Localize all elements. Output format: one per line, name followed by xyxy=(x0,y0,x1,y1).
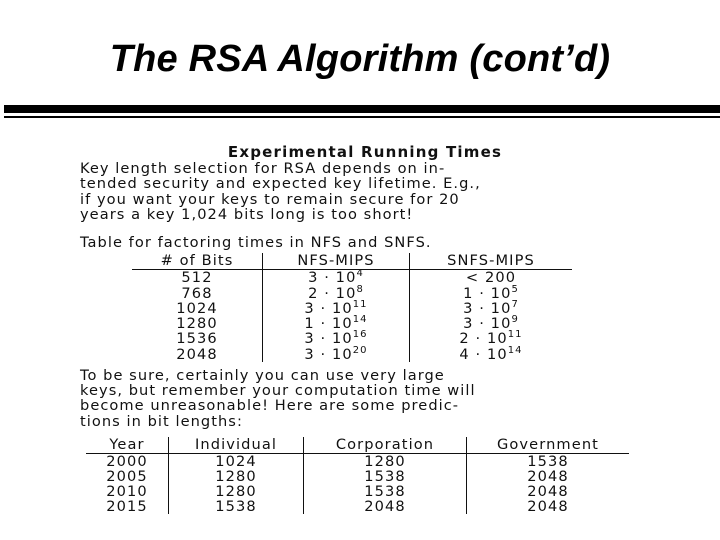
paragraph-predictions xyxy=(80,368,650,429)
column-header-nfs-mips: NFS-MIPS xyxy=(263,253,410,270)
slide-title: The RSA Algorithm (cont’d) xyxy=(109,38,611,80)
table-header-row xyxy=(132,253,572,270)
nfs-mantissa: 1 · 10 xyxy=(304,315,353,333)
snfs-mantissa: 4 · 10 xyxy=(459,345,508,363)
key-length-prediction-table xyxy=(86,437,629,514)
nfs-exponent: 20 xyxy=(352,344,368,356)
paragraph-table-intro xyxy=(80,235,650,250)
snfs-mantissa: 1 · 10 xyxy=(463,284,512,302)
cell-individual: 1538 xyxy=(169,499,304,514)
column-header-year: Year xyxy=(86,437,169,454)
paragraph-key-length xyxy=(80,161,650,222)
snfs-exponent: 5 xyxy=(511,283,519,295)
cell-nfs-mips xyxy=(263,344,410,363)
snfs-exponent: 7 xyxy=(511,299,519,311)
cell-corporation: 2048 xyxy=(304,499,467,514)
cell-snfs-mips xyxy=(410,301,573,316)
nfs-exponent: 11 xyxy=(352,299,368,311)
paragraph-line: Table for factoring times in NFS and SNFS. xyxy=(80,234,432,252)
paragraph-line: tions in bit lengths: xyxy=(80,412,243,430)
cell-nfs-mips xyxy=(263,270,410,286)
document-heading: Experimental Running Times xyxy=(227,143,503,161)
snfs-mantissa: 3 · 10 xyxy=(463,299,512,317)
cell-bits: 1280 xyxy=(132,316,263,331)
title-divider-thin xyxy=(4,116,720,118)
snfs-mantissa: 3 · 10 xyxy=(463,315,512,333)
cell-corporation: 1538 xyxy=(304,484,467,499)
cell-bits: 2048 xyxy=(132,347,263,362)
column-header-corporation: Corporation xyxy=(304,437,467,454)
factoring-times-table xyxy=(132,253,572,361)
cell-year: 2015 xyxy=(86,499,169,514)
cell-individual: 1280 xyxy=(169,469,304,484)
table-row xyxy=(86,453,629,469)
cell-year: 2010 xyxy=(86,484,169,499)
cell-corporation: 1538 xyxy=(304,469,467,484)
nfs-mantissa: 2 · 10 xyxy=(308,284,357,302)
nfs-mantissa: 3 · 10 xyxy=(304,299,353,317)
column-header-bits: # of Bits xyxy=(132,253,263,270)
cell-bits: 512 xyxy=(132,270,263,286)
cell-government: 2048 xyxy=(527,482,569,500)
cell-government: 2048 xyxy=(527,467,569,485)
cell-bits: 1024 xyxy=(132,301,263,316)
cell-year: 2005 xyxy=(86,469,169,484)
cell-individual: 1280 xyxy=(169,484,304,499)
cell-nfs-mips xyxy=(263,301,410,316)
table-header-row xyxy=(86,437,629,454)
cell-government: 2048 xyxy=(527,497,569,515)
cell-government: 1538 xyxy=(527,452,569,470)
nfs-exponent: 8 xyxy=(356,283,364,295)
cell-bits: 768 xyxy=(132,286,263,301)
paragraph-line: tended security and expected key lifetime. E.g., xyxy=(80,175,481,193)
paragraph-line: become unreasonable! Here are some predic- xyxy=(80,397,460,415)
cell-nfs-mips xyxy=(263,331,410,346)
cell-nfs-mips xyxy=(263,283,410,302)
nfs-mantissa: 3 · 10 xyxy=(304,345,353,363)
table-row xyxy=(132,270,572,286)
paragraph-line: Key length selection for RSA depends on in- xyxy=(80,160,446,177)
cell-year: 2000 xyxy=(86,453,169,469)
table-row xyxy=(132,347,572,362)
snfs-mantissa: < 200 xyxy=(465,269,517,287)
table-row xyxy=(86,469,629,484)
cell-corporation: 1280 xyxy=(304,453,467,469)
paragraph-line: keys, but remember your computation time will xyxy=(80,382,476,399)
snfs-exponent: 11 xyxy=(507,329,523,341)
paragraph-line: To be sure, certainly you can use very large xyxy=(80,366,445,384)
title-divider-thick xyxy=(4,105,720,113)
nfs-exponent: 14 xyxy=(352,314,368,326)
paragraph-line: years a key 1,024 bits long is too short! xyxy=(80,205,414,223)
cell-snfs-mips xyxy=(410,283,573,302)
table-row xyxy=(86,499,629,514)
table-row xyxy=(86,484,629,499)
cell-bits: 1536 xyxy=(132,331,263,346)
nfs-exponent: 4 xyxy=(356,268,364,280)
snfs-exponent: 9 xyxy=(511,314,519,326)
cell-snfs-mips xyxy=(410,344,573,363)
nfs-mantissa: 3 · 10 xyxy=(304,330,353,348)
column-header-government: Government xyxy=(467,437,630,454)
snfs-mantissa: 2 · 10 xyxy=(459,330,508,348)
cell-snfs-mips xyxy=(410,270,573,286)
column-header-individual: Individual xyxy=(169,437,304,454)
scanned-document xyxy=(80,143,650,514)
nfs-mantissa: 3 · 10 xyxy=(308,269,357,287)
cell-snfs-mips xyxy=(410,331,573,346)
nfs-exponent: 16 xyxy=(352,329,368,341)
snfs-exponent: 14 xyxy=(507,344,523,356)
column-header-snfs-mips: SNFS-MIPS xyxy=(410,253,573,270)
paragraph-line: if you want your keys to remain secure for 20 xyxy=(80,190,460,208)
cell-individual: 1024 xyxy=(169,453,304,469)
